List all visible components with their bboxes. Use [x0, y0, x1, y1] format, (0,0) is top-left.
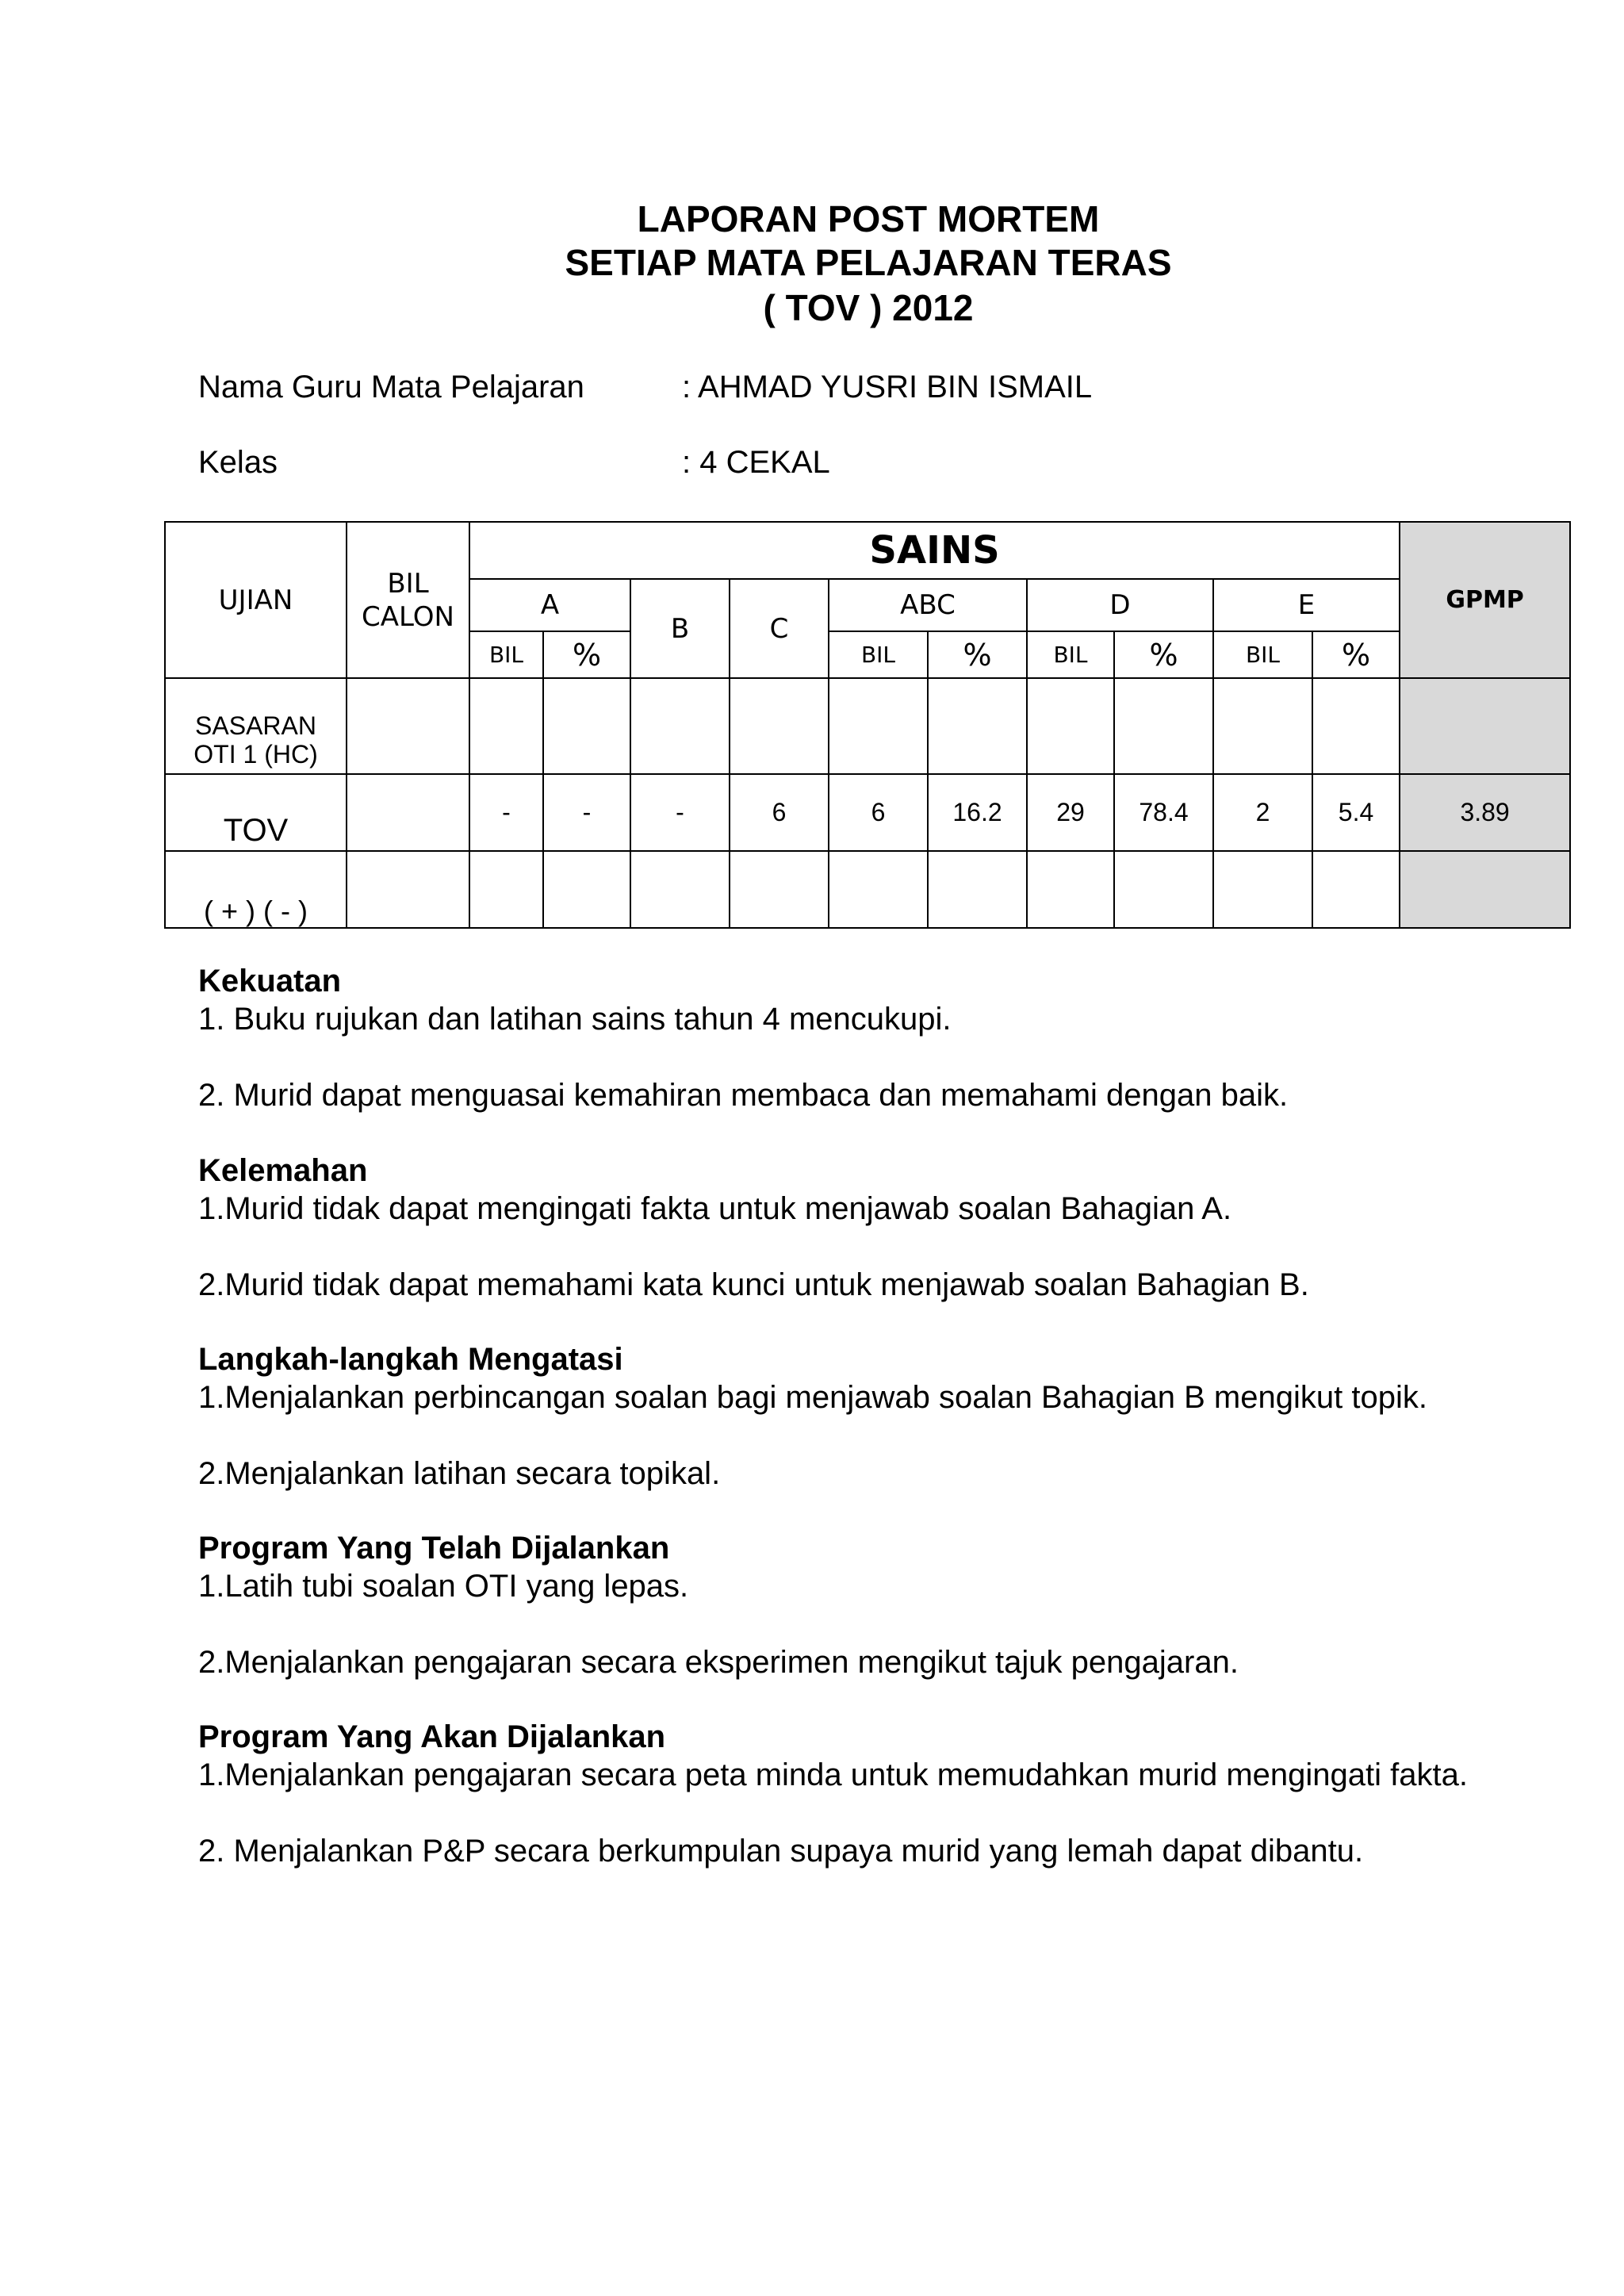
tov-d-pct: 78.4	[1114, 774, 1213, 851]
kelemahan-item-2: 2.Murid tidak dapat memahami kata kunci untuk menjawab soalan Bahagian B.	[198, 1267, 1309, 1302]
grade-e-header: E	[1213, 579, 1400, 631]
tov-d-bil: 29	[1027, 774, 1114, 851]
tov-e-bil: 2	[1213, 774, 1312, 851]
akan-heading: Program Yang Akan Dijalankan	[198, 1719, 666, 1754]
tov-bil-calon	[347, 774, 469, 851]
class-value: : 4 CEKAL	[682, 445, 830, 480]
grade-c-header: C	[730, 579, 829, 678]
class-label: Kelas	[198, 445, 278, 480]
kekuatan-item-1: 1. Buku rujukan dan latihan sains tahun 4 mencukupi.	[198, 1002, 952, 1037]
table-row	[165, 851, 1570, 928]
telah-section	[198, 1529, 1239, 1681]
grade-d-header: D	[1027, 579, 1213, 631]
langkah-item-1: 1.Menjalankan perbincangan soalan bagi menjawab soalan Bahagian B mengikut topik.	[198, 1380, 1427, 1415]
langkah-heading: Langkah-langkah Mengatasi	[198, 1342, 623, 1377]
a-pct-header: %	[543, 631, 630, 678]
akan-item-1: 1.Menjalankan pengajaran secara peta minda untuk memudahkan murid mengingati fakta.	[198, 1757, 1468, 1792]
teacher-value: : AHMAD YUSRI BIN ISMAIL	[682, 370, 1093, 404]
grade-abc-header: ABC	[829, 579, 1027, 631]
gpmp-header: GPMP	[1400, 522, 1570, 678]
akan-section	[198, 1718, 1468, 1870]
report-title: LAPORAN POST MORTEM	[637, 198, 1100, 240]
tov-b: -	[630, 774, 730, 851]
telah-heading: Program Yang Telah Dijalankan	[198, 1531, 670, 1566]
grade-b-header: B	[630, 579, 730, 678]
diff-label: ( + ) ( - )	[165, 851, 347, 928]
grade-a-header: A	[469, 579, 630, 631]
abc-bil-header: BIL	[829, 631, 928, 678]
tov-abc-pct: 16.2	[928, 774, 1027, 851]
report-year: ( TOV ) 2012	[763, 287, 974, 328]
akan-item-2: 2. Menjalankan P&P secara berkumpulan supaya murid yang lemah dapat dibantu.	[198, 1834, 1364, 1869]
report-subtitle: SETIAP MATA PELAJARAN TERAS	[565, 242, 1172, 283]
langkah-section	[198, 1340, 1427, 1493]
sasaran-label: SASARAN OTI 1 (HC)	[165, 678, 347, 774]
tov-a-bil: -	[469, 774, 543, 851]
tov-label: TOV	[165, 774, 347, 851]
kelemahan-heading: Kelemahan	[198, 1153, 368, 1188]
results-table	[164, 521, 1571, 929]
kelemahan-item-1: 1.Murid tidak dapat mengingati fakta untuk menjawab soalan Bahagian A.	[198, 1191, 1232, 1226]
abc-pct-header: %	[928, 631, 1027, 678]
kelemahan-section	[198, 1152, 1309, 1304]
teacher-label: Nama Guru Mata Pelajaran	[198, 370, 584, 404]
d-bil-header: BIL	[1027, 631, 1114, 678]
langkah-item-2: 2.Menjalankan latihan secara topikal.	[198, 1456, 721, 1491]
telah-item-1: 1.Latih tubi soalan OTI yang lepas.	[198, 1569, 689, 1604]
telah-item-2: 2.Menjalankan pengajaran secara eksperimen mengikut tajuk pengajaran.	[198, 1645, 1239, 1680]
ujian-header: UJIAN	[165, 522, 347, 678]
d-pct-header: %	[1114, 631, 1213, 678]
tov-gpmp: 3.89	[1400, 774, 1570, 851]
bil-calon-header: BIL CALON	[347, 522, 469, 678]
a-bil-header: BIL	[469, 631, 543, 678]
tov-a-pct: -	[543, 774, 630, 851]
tov-c: 6	[730, 774, 829, 851]
kekuatan-item-2: 2. Murid dapat menguasai kemahiran membaca dan memahami dengan baik.	[198, 1078, 1289, 1113]
e-pct-header: %	[1312, 631, 1400, 678]
subject-header: SAINS	[469, 522, 1400, 579]
tov-abc-bil: 6	[829, 774, 928, 851]
table-row	[165, 678, 1570, 774]
table-row	[165, 774, 1570, 851]
tov-e-pct: 5.4	[1312, 774, 1400, 851]
kekuatan-section	[198, 962, 1288, 1114]
e-bil-header: BIL	[1213, 631, 1312, 678]
kekuatan-heading: Kekuatan	[198, 964, 342, 999]
